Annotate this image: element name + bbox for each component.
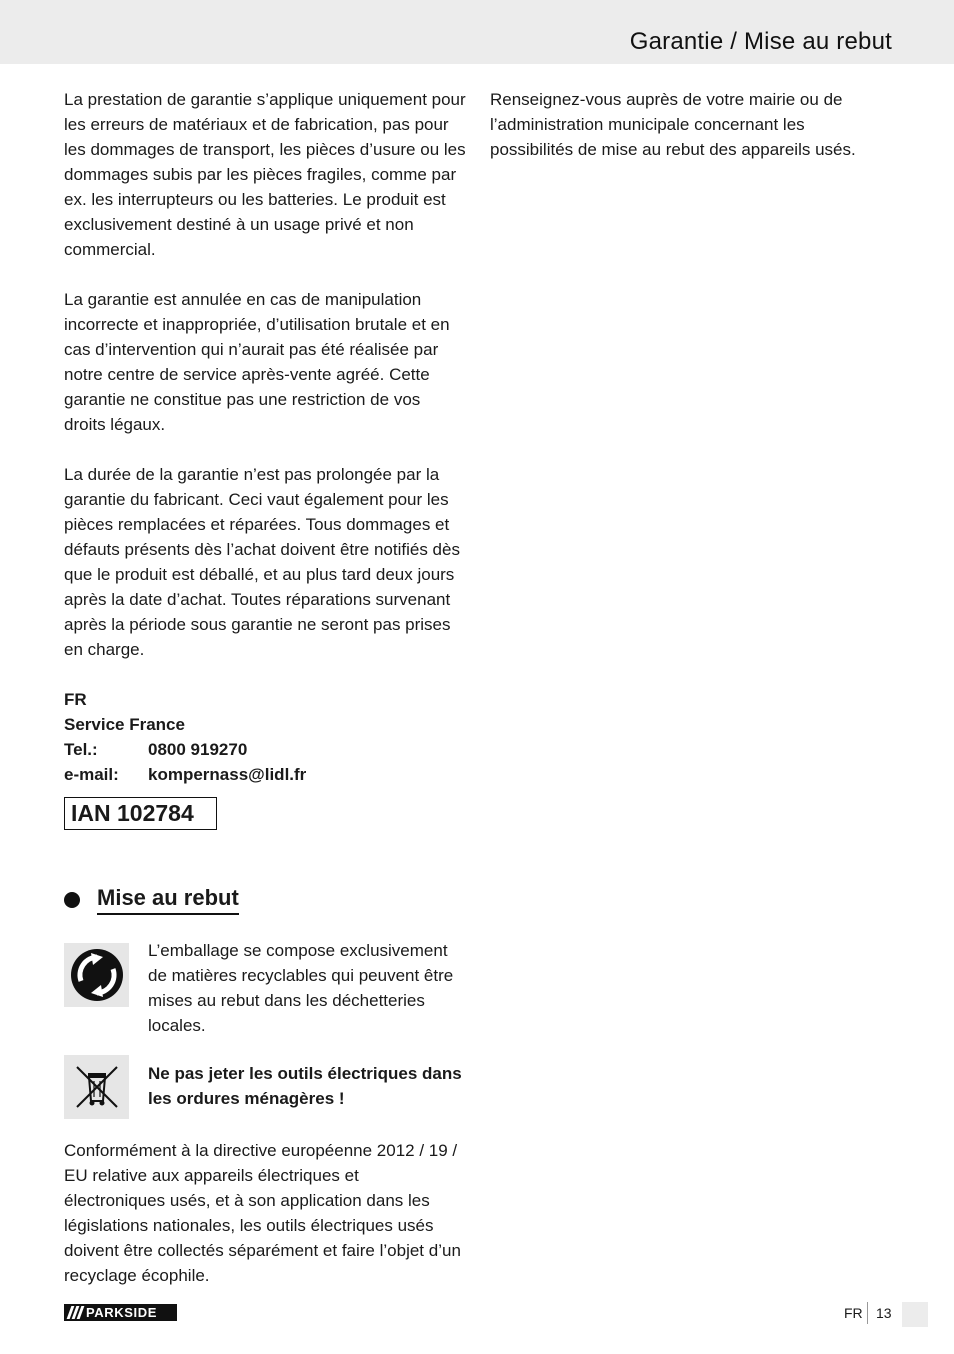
recycle-icon [64, 943, 129, 1007]
contact-country: FR [64, 690, 87, 709]
footer-divider [867, 1302, 868, 1324]
email-value: kompernass@lidl.fr [148, 765, 307, 784]
brand-name: PARKSIDE [86, 1305, 158, 1320]
warranty-paragraph-2: La garantie est annulée en cas de manipulation incorrecte et inappropriée, d’utilisation brutale et en cas d’intervention qui n’aurait pas été réalisée par notre centre de service après-vente agréé. Cette garantie ne constitue pas une restriction de vos droits légaux. [64, 290, 450, 434]
parkside-logo [64, 1304, 177, 1321]
crossed-bin-icon [64, 1055, 129, 1119]
email-label: e-mail: [64, 765, 119, 784]
tel-value: 0800 919270 [148, 740, 248, 759]
logo-stripes-icon [64, 1304, 86, 1321]
ian-number-box: IAN 102784 [64, 797, 217, 830]
tel-label: Tel.: [64, 740, 98, 759]
disposal-title: Mise au rebut [97, 884, 239, 915]
warranty-paragraph-1: La prestation de garantie s’applique uniquement pour les erreurs de matériaux et de fabrication, pas pour les dommages de transport, les pièces d’usure ou les dommages subis par les pièces fragiles, comme par ex. les interrupteurs ou les batteries. Le produit est exclusivement destiné à un usage privé et non commercial. [64, 90, 466, 259]
left-column [64, 87, 466, 787]
footer-tab [902, 1302, 928, 1327]
disposal-warning: Ne pas jeter les outils électriques dans les ordures ménagères ! [148, 1064, 462, 1108]
page-title: Garantie / Mise au rebut [629, 28, 892, 55]
directive-paragraph: Conformément à la directive européenne 2012 / 19 / EU relative aux appareils électriques et électroniques usés, et à son application dans les législations nationales, les outils électriques usés doivent être collectés séparément et faire l’objet d’un recyclage écophile. [64, 1141, 461, 1285]
municipal-info-paragraph: Renseignez-vous auprès de votre mairie ou de l’administration municipale concernant les possibilités de mise au rebut des appareils usés. [490, 90, 856, 159]
warranty-paragraph-3: La durée de la garantie n’est pas prolongée par la garantie du fabricant. Ceci vaut également pour les pièces remplacées et réparées. Tous dommages et défauts présents dès l’achat doivent être notifiés dès que le produit est déballé, et au plus tard deux jours après la date d’achat. Toutes réparations survenant après la période sous garantie ne seront pas prises en charge. [64, 465, 460, 659]
page-header [0, 0, 954, 64]
bullet-icon [64, 892, 80, 908]
footer-language: FR [844, 1305, 863, 1321]
right-column [490, 87, 892, 162]
disposal-heading [64, 884, 239, 915]
contact-tel-row [64, 737, 466, 762]
page-number: 13 [876, 1305, 892, 1321]
contact-email-row [64, 762, 466, 787]
packaging-text: L’emballage se compose exclusivement de matières recyclables qui peuvent être mises au rebut dans les déchetteries locales. [148, 941, 454, 1035]
contact-service: Service France [64, 715, 185, 734]
service-contact [64, 687, 466, 787]
